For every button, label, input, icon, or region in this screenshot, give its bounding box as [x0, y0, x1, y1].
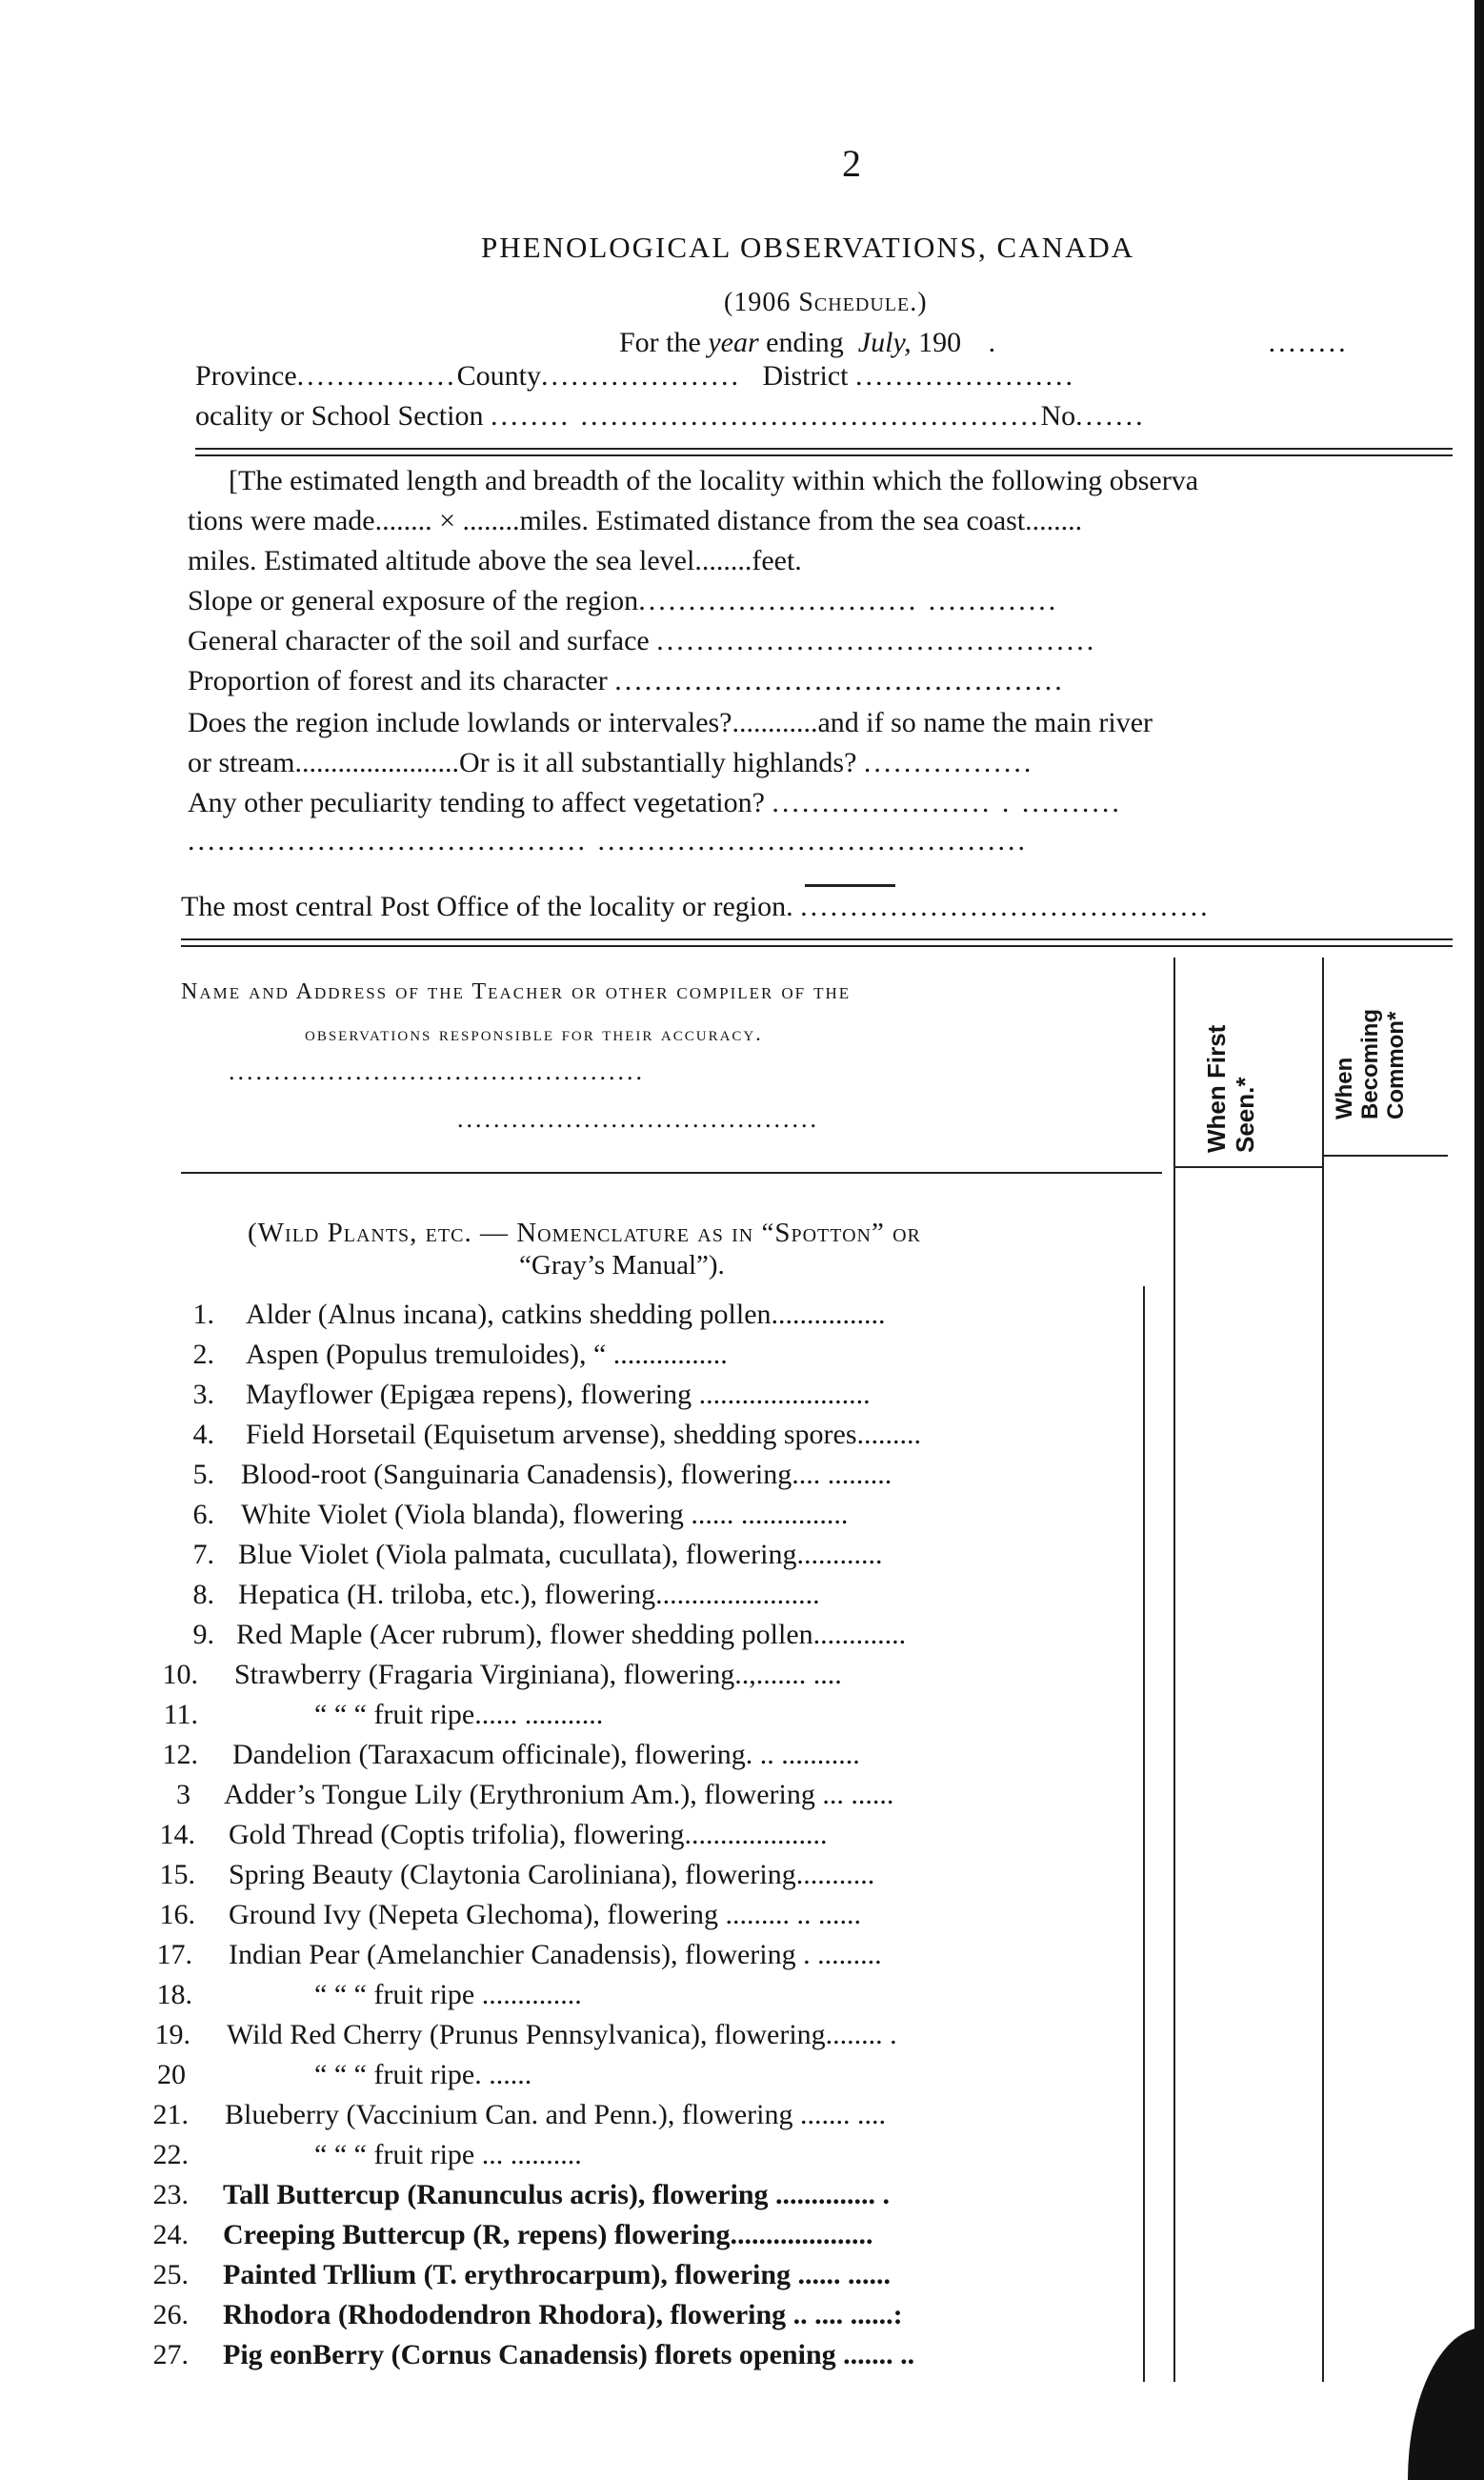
item-text: Adder’s Tongue Lily (Erythronium Am.), flowering ... ...... [224, 1779, 894, 1810]
item-text: Dandelion (Taraxacum officinale), flowering. .. ........... [232, 1739, 860, 1770]
item-text: Pig eonBerry (Cornus Canadensis) florets opening ....... .. [223, 2339, 915, 2370]
item-text: Blood-root (Sanguinaria Canadensis), flowering.... ......... [241, 1459, 892, 1490]
header-rule-left [181, 1172, 1162, 1174]
compiler-dotted-1: .............................................. [229, 1058, 645, 1085]
item-text: Field Horsetail (Equisetum arvense), shedding spores......... [246, 1419, 922, 1450]
item-text: Wild Red Cherry (Prunus Pennsylvanica), flowering........ . [227, 2019, 897, 2050]
intro-line-4: Slope or general exposure of the region............................ ............. [188, 585, 1059, 616]
header-rule-right [1324, 1155, 1448, 1157]
year-middle: ending [766, 327, 844, 358]
item-number: 26. [152, 2299, 189, 2330]
header-rule-mid [1175, 1166, 1322, 1168]
item-number: 12. [162, 1739, 198, 1770]
item-number: 4. [192, 1419, 214, 1450]
item-number: 9. [192, 1619, 214, 1650]
item-number: 15. [159, 1859, 195, 1890]
county-label: County [456, 360, 541, 392]
item-text: Alder (Alnus incana), catkins shedding pollen................ [246, 1299, 886, 1330]
item-text: Rhodora (Rhododendron Rhodora), flowering .. .... ......: [223, 2299, 903, 2330]
year-word: year [708, 327, 759, 358]
nomenclature-line-1: (Wild Plants, etc. — Nomenclature as in “Spotton” or [248, 1218, 921, 1248]
post-office-row: The most central Post Office of the locality or region. ......................................... [181, 891, 1211, 922]
item-text: Strawberry (Fragaria Virginiana), flowering..,....... .... [234, 1659, 842, 1690]
item-text: “ “ “ fruit ripe...... ........... [314, 1699, 604, 1730]
item-number: 10. [162, 1659, 198, 1690]
page-number: 2 [842, 142, 861, 185]
province-row: Province................County.................... District ...................... [195, 360, 1075, 392]
item-number: 25. [152, 2259, 189, 2290]
item-text: Painted Trllium (T. erythrocarpum), flowering ...... ...... [223, 2259, 892, 2290]
year-dots: . ........ [968, 327, 1349, 358]
item-number: 11. [163, 1699, 198, 1730]
item-number: 6. [192, 1499, 214, 1530]
item-text: Mayflower (Epigæa repens), flowering ........................ [246, 1379, 871, 1410]
compiler-heading-1: Name and Address of the Teacher or other compiler of the [181, 979, 852, 1004]
item-number: 20 [157, 2059, 186, 2090]
year-line [619, 327, 1349, 359]
item-text: Aspen (Populus tremuloides), “ ................ [246, 1339, 728, 1370]
item-text: “ “ “ fruit ripe ... .......... [314, 2139, 582, 2170]
intro-line-9: Any other peculiarity tending to affect vegetation? ...................... . .......... [188, 787, 1122, 818]
item-text: White Violet (Viola blanda), flowering ...... ............... [241, 1499, 849, 1530]
item-number: 19. [154, 2019, 191, 2050]
no-label: No [1040, 400, 1076, 432]
page-title: PHENOLOGICAL OBSERVATIONS, CANADA [481, 231, 1135, 264]
item-text: Ground Ivy (Nepeta Glechoma), flowering ......... .. ...... [229, 1899, 861, 1930]
item-number: 24. [152, 2219, 189, 2250]
item-number: 21. [152, 2099, 189, 2130]
item-number: 23. [152, 2179, 189, 2210]
year-number: 190 [918, 327, 962, 358]
double-rule-top-2 [195, 454, 1453, 456]
column-header-becoming-common: When Becoming Common* [1332, 1008, 1409, 1119]
double-rule-mid-1 [181, 938, 1453, 940]
column-header-first-seen: When First Seen.* [1202, 1024, 1259, 1153]
province-label: Province [195, 360, 297, 392]
item-number: 16. [159, 1899, 195, 1930]
item-number: 7. [192, 1539, 214, 1570]
year-prefix: For the [619, 327, 701, 358]
item-text: “ “ “ fruit ripe .............. [314, 1979, 582, 2010]
right-list-rule [1143, 1286, 1145, 2382]
item-text: Blueberry (Vaccinium Can. and Penn.), flowering ....... .... [225, 2099, 886, 2130]
item-number: 22. [152, 2139, 189, 2170]
item-text: Hepatica (H. triloba, etc.), flowering....................... [238, 1579, 820, 1610]
district-label: District [762, 360, 849, 392]
item-text: Red Maple (Acer rubrum), flower shedding pollen............. [236, 1619, 907, 1650]
item-number: 14. [159, 1819, 195, 1850]
page-edge-shadow [1474, 0, 1484, 2480]
item-text: Gold Thread (Coptis trifolia), flowering.................... [229, 1819, 828, 1850]
item-number: 2. [192, 1339, 214, 1370]
page-corner-shadow [1408, 2328, 1484, 2480]
intro-line-8: or stream.......................Or is it all substantially highlands? ................. [188, 747, 1034, 778]
item-number: 17. [156, 1939, 192, 1970]
intro-line-3: miles. Estimated altitude above the sea level........feet. [188, 545, 802, 576]
item-number: 3. [192, 1379, 214, 1410]
column-divider-2 [1322, 958, 1324, 2382]
item-number: 3 [176, 1779, 191, 1810]
item-number: 5. [192, 1459, 214, 1490]
intro-line-2: tions were made........ × ........miles. Estimated distance from the sea coast........ [188, 505, 1083, 536]
item-number: 18. [156, 1979, 192, 2010]
item-number: 27. [152, 2339, 189, 2370]
intro-line-1: [The estimated length and breadth of the locality within which the following observa [229, 465, 1199, 496]
post-office-label: The most central Post Office of the locality or region. [181, 891, 793, 922]
item-text: Blue Violet (Viola palmata, cucullata), flowering............ [238, 1539, 883, 1570]
item-text: “ “ “ fruit ripe. ...... [314, 2059, 532, 2090]
item-text: Spring Beauty (Claytonia Caroliniana), flowering........... [229, 1859, 875, 1890]
intro-line-7: Does the region include lowlands or intervales?............and if so name the main river [188, 707, 1153, 738]
double-rule-top-1 [195, 448, 1453, 450]
item-text: Tall Buttercup (Ranunculus acris), flowering .............. . [223, 2179, 891, 2210]
locality-row: ocality or School Section ........ ..............................................No....... [195, 400, 1146, 432]
item-number: 8. [192, 1579, 214, 1610]
intro-line-5: General character of the soil and surface ............................................ [188, 625, 1097, 656]
item-number: 1. [192, 1299, 214, 1330]
schedule-subtitle: (1906 Schedule.) [724, 288, 928, 317]
compiler-heading-2: observations responsible for their accuracy. [305, 1021, 763, 1045]
locality-label: ocality or School Section [195, 400, 484, 432]
intro-dotted-line: ........................................ ........................................... [188, 825, 1028, 857]
double-rule-mid-2 [181, 945, 1453, 947]
intro-line-6: Proportion of forest and its character ............................................. [188, 665, 1065, 696]
nomenclature-line-2: “Gray’s Manual”). [519, 1250, 725, 1280]
item-text: Creeping Buttercup (R, repens) flowering.................... [223, 2219, 873, 2250]
column-divider-1 [1173, 958, 1175, 2382]
item-text: Indian Pear (Amelanchier Canadensis), flowering . ......... [229, 1939, 882, 1970]
compiler-dotted-2: ........................................ [457, 1105, 819, 1133]
year-month: July, [857, 327, 912, 358]
short-centre-rule [805, 884, 895, 887]
